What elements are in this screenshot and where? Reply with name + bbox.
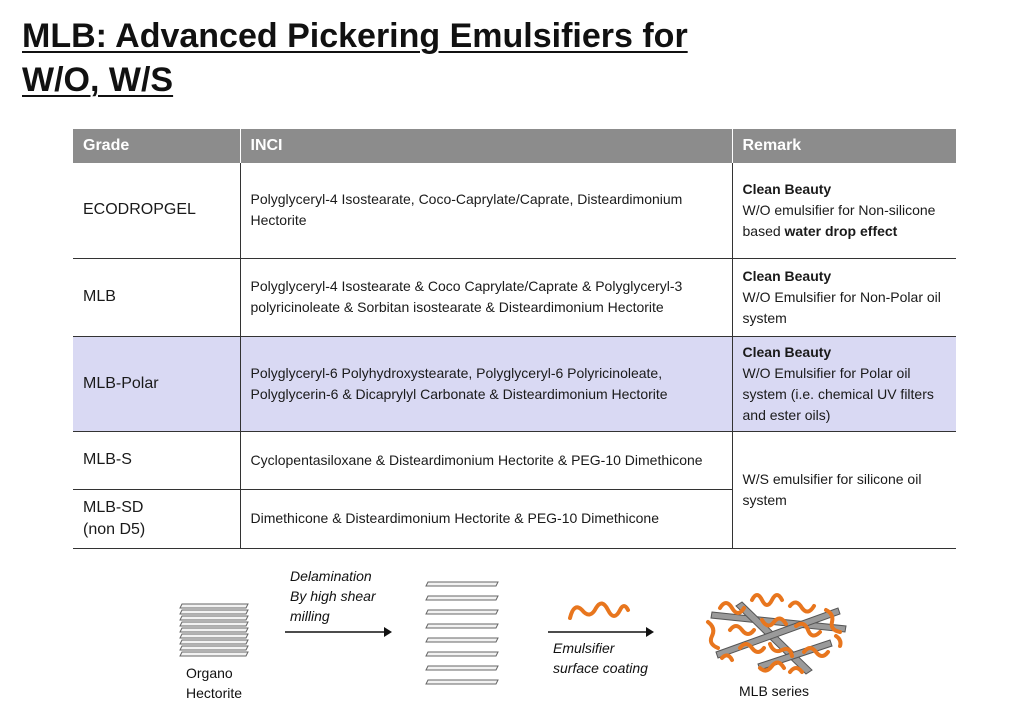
- remark-cell-merged: W/S emulsifier for silicone oil system: [732, 431, 956, 548]
- delaminated-plates-icon: [426, 582, 498, 684]
- grade-cell: MLB: [73, 258, 240, 336]
- table-header-row: [73, 129, 956, 163]
- page-title: [22, 14, 688, 102]
- title-line-1: MLB: Advanced Pickering Emulsifiers for: [22, 17, 688, 55]
- mlb-series-label: MLB series: [739, 683, 810, 699]
- remark-text: W/O Emulsifier for Non-Polar oil system: [742, 288, 941, 326]
- organo-hectorite-stack-icon: [180, 604, 248, 656]
- remark-cell: [732, 336, 956, 431]
- inci-cell: Dimethicone & Disteardimonium Hectorite & PEG-10 Dimethicone: [240, 489, 732, 548]
- organo-hectorite-label: [186, 663, 242, 703]
- delamination-line-2: By high shear: [290, 588, 376, 604]
- remark-text: W/O emulsifier for Non-silicone based: [742, 201, 936, 239]
- header-inci: INCI: [240, 129, 732, 163]
- delamination-line-3: milling: [290, 608, 330, 624]
- table-row: [73, 163, 956, 258]
- organo-label-line-2: Hectorite: [186, 685, 243, 701]
- grade-cell: MLB-S: [73, 431, 240, 489]
- grade-cell: [73, 489, 240, 548]
- grades-table: [73, 129, 956, 549]
- grade-cell: ECODROPGEL: [73, 163, 240, 258]
- remark-bold: water drop effect: [784, 222, 898, 239]
- inci-cell: Cyclopentasiloxane & Disteardimonium Hectorite & PEG-10 Dimethicone: [240, 431, 732, 489]
- process-diagram-graphics: [0, 560, 1024, 725]
- remark-cell: [732, 163, 956, 258]
- header-remark: Remark: [732, 129, 956, 163]
- emulsifier-coating-label: [553, 638, 648, 678]
- remark-cell: [732, 258, 956, 336]
- remark-text: W/O Emulsifier for Polar oil system (i.e. chemical UV filters and ester oils): [742, 364, 934, 423]
- header-grade: Grade: [73, 129, 240, 163]
- arrow-right-icon: [548, 627, 654, 637]
- organo-label-line-1: Organo: [186, 665, 233, 681]
- remark-title: Clean Beauty: [742, 267, 832, 284]
- table-row: [73, 431, 956, 489]
- arrow-right-icon: [285, 627, 392, 637]
- mlb-coated-plates-icon: [708, 595, 846, 674]
- remark-title: Clean Beauty: [742, 180, 832, 197]
- inci-cell: Polyglyceryl-4 Isostearate & Coco Caprylate/Caprate & Polyglyceryl-3 polyricinoleate & Sorbitan isostearate & Disteardimonium Hectorite: [240, 258, 732, 336]
- inci-cell: Polyglyceryl-4 Isostearate, Coco-Caprylate/Caprate, Disteardimonium Hectorite: [240, 163, 732, 258]
- table-row: [73, 336, 956, 431]
- grade-line-1: MLB-SD: [83, 498, 144, 516]
- emulsifier-line-1: Emulsifier: [553, 640, 615, 656]
- grade-cell: MLB-Polar: [73, 336, 240, 431]
- delamination-line-1: Delamination: [290, 568, 372, 584]
- process-diagram: [0, 560, 1024, 725]
- emulsifier-molecule-icon: [570, 603, 628, 618]
- emulsifier-line-2: surface coating: [553, 660, 648, 676]
- table-row: [73, 258, 956, 336]
- title-line-2: W/O, W/S: [22, 61, 174, 99]
- grade-line-2: (non D5): [83, 520, 146, 538]
- remark-title: Clean Beauty: [742, 343, 832, 360]
- delamination-label: [290, 566, 376, 626]
- inci-cell: Polyglyceryl-6 Polyhydroxystearate, Polyglyceryl-6 Polyricinoleate, Polyglycerin-6 & Dicaprylyl Carbonate & Disteardimonium Hectorite: [240, 336, 732, 431]
